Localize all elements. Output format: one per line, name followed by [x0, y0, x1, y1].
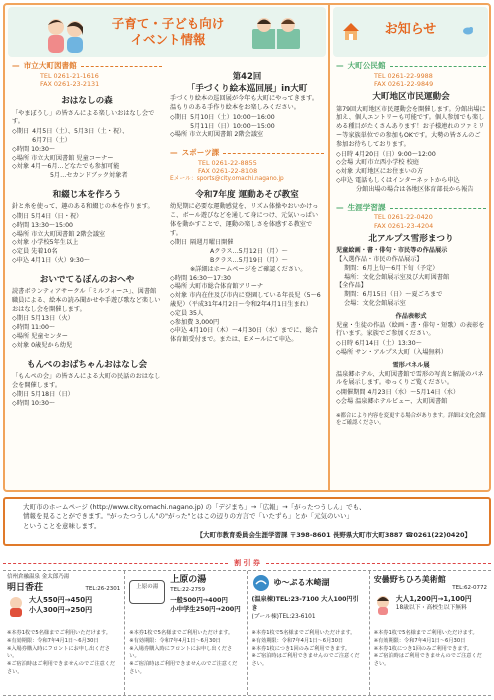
kintaro-icon	[7, 596, 25, 618]
reiwa-time: ◇時間 16:30～17:30	[170, 274, 231, 282]
coupon-price-child: 18歳以下・高校生以下無料	[395, 605, 467, 612]
divider	[223, 153, 324, 154]
reiwa-place: ◇場所 大町市総合体育館アリーナ	[170, 283, 264, 291]
panel-period: ◇開催期間 4月23日（水）～5月14日（水）	[336, 389, 460, 397]
washi-place: ◇場所 市立大町図書館 2階会議室	[12, 230, 106, 238]
date-line-1: 4月5日（土）、5月3日（土・祝）、	[32, 128, 129, 136]
coupon-tel: TEL:26-2301	[85, 585, 121, 592]
girl-illustration-icon	[374, 595, 392, 615]
award-title: 作品表彰式	[395, 312, 427, 320]
shogai-name: 生涯学習課	[347, 202, 386, 212]
teruteru-title: おいでてるぼんのおへや	[39, 274, 135, 285]
coupon-asukaso[interactable]	[3, 571, 125, 695]
undokai-apply: ◇申込 電話もしくはインターネットから申込	[336, 177, 460, 185]
header-line-2: イベント情報	[130, 31, 206, 47]
discount-label: 割 引 券	[234, 559, 260, 567]
ohanashi-time: ◇時間 10:30～	[12, 145, 56, 153]
bird-icon	[462, 25, 474, 35]
shogai-fax: FAX 0261-23-4204	[374, 221, 434, 230]
coupon-note: ※ご宿泊時はご利用できませんのでご注意ください。	[373, 653, 482, 668]
reiwa-desc: 幼児期に必要な運動感覚を、リズム体操やおいかけっこ、ボール遊びなどを通して身につけ、元気いっぱい体を動かすことで、運動の楽しさを体感する教室です。	[170, 203, 319, 237]
coupon-note: ※本券1枚で5名様までご利用いただけます。	[7, 630, 111, 636]
coupon-price-adult: 大人1,200円→1,100円	[395, 594, 472, 603]
library-section	[12, 61, 162, 409]
washi-desc: 針と糸を使って、趣のある和綴じの本を作ります。	[12, 203, 154, 211]
kominkan-title-line: — 大町公民館	[336, 61, 486, 72]
undokai-date: ◇日時 4月20日（日）9:00～12:00	[336, 150, 436, 158]
teruteru-desc: 読書ボランティアサークル「ミルフィーユ」、図書館職員による、絵本の読み聞かせや手遊び歌など楽しいおはなし会を開催します。	[12, 288, 161, 313]
divider	[3, 563, 228, 564]
coupon-note: ※本券1枚で5名様までご利用いただけます。	[373, 630, 478, 636]
reiwa-title: 令和7年度 運動あそび教室	[195, 190, 299, 201]
ohanashi-desc: 「やまぼうし」の皆さんによる楽しいおはなし会です。	[12, 109, 155, 126]
washi-time: ◇時間 13:30～15:00	[12, 221, 73, 229]
reiwa-class-b: Bクラス…5月19日（月）～	[210, 257, 288, 265]
coupon-note: ※ご宿泊時はご利用できませんのでご注意ください。	[251, 653, 360, 668]
washi-capacity: ◇定員 先着10名	[12, 248, 58, 256]
info-line-1: 大町市のホームページ (http://www.city.omachi.nagano.jp) の「デジまち」→「広報」→「がったつうしん」でも、	[23, 503, 366, 511]
undokai-apply-2: 分館出場の場合は各地区体育部長から報告	[356, 185, 474, 193]
coupon-note: ※有効期限：令和7年4月1日～6月30日	[251, 637, 344, 644]
coupon-tel: (プール棟)TEL:23-6101	[251, 614, 316, 621]
undokai-desc: 第79回大町地区市民運動会を開催します。分館出場に加え、個人エントリーも可能です。個人参加でも楽しめる種目がたくさんあります！お子様連れのファミリー等家族単位での参加もOKです。大勢の皆さんのご参加お待ちしております。	[336, 105, 486, 148]
coupon-name: 明日香荘	[7, 582, 44, 593]
coupon-uehara[interactable]	[125, 571, 247, 695]
reading-children-illustration	[248, 15, 304, 53]
washi-date: ◇期日 5月4日（日・祝）	[12, 213, 83, 221]
notices-header	[333, 7, 488, 57]
panel-place: ◇会場 温泉郷ホテルビュー、大町図書館	[336, 398, 448, 405]
coupon-price-child: 小人300円→250円	[29, 606, 93, 615]
date-key: ◇期日	[170, 239, 188, 247]
washi-title: 和綴じ本を作ろう	[52, 190, 122, 201]
ohanashi-title: おはなしの森	[61, 96, 113, 107]
logo-text: 上原の湯	[136, 584, 159, 590]
shogai-tel: TEL 0261-22-0420	[374, 213, 433, 222]
monpe-date: ◇期日 5月18日（日）	[12, 391, 74, 399]
date-value: 隔週月曜日開催	[190, 239, 234, 247]
date-key: ◇期日	[12, 128, 30, 136]
coupon-note: ※本券1枚につき1回のみご利用できます。	[373, 645, 473, 652]
coupon-price-child: 小中学生250円→200円	[170, 605, 241, 614]
tedukuri-desc: 手づくり絵本の巡回展が今年も大町にやってきます。温もりのある手作り絵本をお楽しみください。	[170, 95, 319, 111]
coupon-yupuru[interactable]	[248, 571, 370, 695]
kominkan-section	[336, 61, 486, 428]
coupon-name: ゆ〜ぷる木崎湖	[273, 578, 330, 588]
website-info-box	[3, 497, 491, 546]
divider	[81, 66, 162, 67]
works-place-1: 場所：文化会館展示室及び大町図書館	[344, 273, 450, 281]
kominkan-tel: TEL 0261-22-9988	[374, 71, 433, 80]
ohanashi-place: ◇場所 市立大町図書館 児童コーナー	[12, 154, 114, 162]
coupon-note: ※有効期限：令和7年4月1日～6月30日	[129, 637, 221, 644]
coupon-note: ※本券1枚で5名様までご利用いただけます。	[251, 630, 356, 636]
teruteru-target: ◇対象 0歳児から幼児	[12, 341, 73, 349]
coupon-price: (温泉棟)TEL:23-7100 大人100円引き	[251, 596, 359, 612]
coupon-name: 安曇野ちひろ美術館	[373, 575, 446, 584]
washi-apply: ◇申込 4月1日（火）9:30～	[12, 257, 90, 264]
notices-header-title: お知らせ	[384, 22, 437, 37]
works-place-2: 会場：文化会館展示室	[344, 300, 406, 308]
date-key: ◇期日	[170, 113, 188, 121]
undokai-target: ◇対象 大町地区にお住まいの方	[336, 168, 424, 176]
header-line-1: 子育て・子ども向け	[111, 16, 225, 31]
kominkan-fax: FAX 0261-22-9849	[374, 80, 434, 89]
monpe-desc: 「もんぺの会」の皆さんによる大町の民話のおはなし会を開催します。	[12, 372, 161, 389]
publisher-line: 【大町市教育委員会生涯学習課 〒398-8601 長野県大町市大町3887 ☎0261(22)0420】	[196, 531, 471, 540]
ohanashi-target-2: 5月…セカンドブック対象者	[50, 172, 128, 180]
events-header-title	[98, 16, 238, 47]
works-period-1: 期間：6月上旬～6月下旬（予定）	[344, 264, 439, 272]
notices-column	[333, 7, 488, 490]
events-column	[8, 7, 326, 490]
coupon-price-adult: 一般500円→400円	[170, 596, 228, 605]
coupon-note: ※ご宿泊時はご利用できませんのでご注意ください。	[7, 661, 116, 675]
coupon-note: ※有効期限：令和7年4月1日～6月30日	[7, 637, 99, 644]
reiwa-date	[170, 239, 324, 248]
washi-target: ◇対象 小学校5年生以上	[12, 239, 79, 247]
sports-title-line: — スポーツ課	[170, 148, 324, 159]
sports-tel: TEL 0261-22-8855	[198, 158, 257, 167]
coupon-subtitle: 信州倉融温泉 金太郎乃湯	[7, 574, 70, 580]
monpe-title: もんぺのおばちゃんおはなし会	[26, 359, 148, 370]
panel-title: 雪形パネル展	[392, 361, 430, 369]
teruteru-date: ◇期日 5月13日（火）	[12, 315, 74, 323]
library-title-line: — 市立大町図書館	[12, 61, 162, 72]
reiwa-apply: ◇申込 4月10日（木）～4月30日（水）までに、総合体育館受付まで。または、Eメールにて申込。	[170, 327, 318, 344]
library-fax: FAX 0261-23-2131	[40, 80, 100, 89]
sports-section-name: スポーツ課	[181, 148, 220, 158]
kominkan-name: 大町公民館	[347, 61, 386, 70]
info-line-3: ということを意味します。	[23, 521, 101, 530]
tedukuri-date	[170, 114, 324, 132]
sports-fax: FAX 0261-22-8108	[198, 167, 258, 176]
coupon-tel: TEL:22-2759	[170, 586, 205, 593]
sports-email[interactable]: Eメール：sports@city.omachi.nagano.jp	[170, 175, 284, 182]
reiwa-class-a: Aクラス…5月12日（月）～	[210, 248, 288, 256]
works-selected-label: 【入選作品・市民の作品展示】	[336, 256, 423, 264]
coupon-strip	[3, 570, 491, 696]
coupon-note: ※入場券購入時にフロントにお申し出ください。	[129, 645, 233, 660]
uehara-logo	[129, 580, 165, 604]
shogai-title-line: — 生涯学習課	[336, 203, 486, 214]
coupon-name: 上原の湯	[170, 575, 207, 585]
children-illustration	[42, 13, 90, 55]
panel-desc: 温泉郷ホテル、大町図書館で雪形の写真と解説のパネルを展示します。ゆっくりご覧ください。	[336, 370, 484, 387]
divider	[266, 563, 491, 564]
yukigata-title: 北アルプス雪形まつり	[368, 234, 454, 245]
award-date: ◇日時 6月14日（土）13:30～	[336, 340, 422, 348]
ohanashi-date	[12, 128, 162, 146]
coupon-note: ※有効期限：令和7年4月1日～6月30日	[373, 637, 466, 644]
undokai-title: 大町地区市民運動会	[372, 92, 450, 103]
tedukuri-title: 「手づくり絵本巡回展」in大町	[186, 83, 308, 94]
coupon-chihiro[interactable]	[370, 571, 491, 695]
works-period-2: 期間：6月15日（日）～夏ごろまで	[344, 291, 443, 299]
info-line-2: 情報を見ることができます。"がったつうしん"の"がった"とはこの辺りの方言で「いたずら」とか「元気のいい」	[23, 512, 353, 521]
date-line-2: 6月7日（土）	[32, 137, 71, 145]
left-sub-column-b	[170, 71, 324, 345]
tedukuri-edition: 第42回	[232, 71, 262, 81]
works-title: 児童絵画・書・俳句・市民等の作品展示	[336, 247, 448, 255]
coupon-note: ※本券1枚で5名様までご利用いただけます。	[129, 630, 234, 636]
undokai-place: ◇会場 大町市立西小学校 校庭	[336, 159, 419, 167]
award-place: ◇場所 サン・アルプス大町（入場無料）	[336, 349, 448, 357]
divider	[390, 66, 486, 67]
coupon-note: ※入場券購入時にフロントにお申し出ください。	[7, 645, 110, 660]
footnote: ※都合により内容を変更する場合があります。詳細は文化会館をご確認ください。	[336, 412, 486, 427]
library-name: 市立大町図書館	[23, 61, 77, 70]
reiwa-capacity: ◇定員 35人	[170, 309, 204, 317]
date-line-1: 5月10日（土）10:00～16:00	[190, 113, 275, 121]
yupuru-logo-icon	[252, 574, 270, 592]
ohanashi-target: ◇対象 4月～6月…どなたでも参加可能	[12, 163, 120, 171]
coupon-note: ※本券1枚につき1回のみご利用できます。	[251, 645, 351, 652]
monpe-time: ◇時間 10:30～	[12, 400, 56, 408]
date-line-2: 5月11日（日）10:00～15:00	[190, 122, 275, 130]
coupon-price-adult: 大人550円→450円	[29, 596, 93, 605]
teruteru-time: ◇時間 11:00～	[12, 324, 56, 332]
tedukuri-place: ◇場所 市立大町図書館 2階会議室	[170, 131, 264, 139]
reiwa-target: ◇対象 市内在住及び市内に登園している年長児（5～6歳児）（平成31年4月2日～令和2年4月1日生まれ）	[170, 292, 321, 309]
award-desc: 児童・生徒の作品（絵画・書・俳句・短歌）の表彰を行います。家族でご参加ください。	[336, 321, 485, 338]
events-header	[8, 7, 326, 57]
discount-divider	[3, 558, 491, 568]
works-all-label: 【全作品】	[336, 282, 367, 290]
coupon-note: ※ご宿泊時はご利用できませんのでご注意ください。	[129, 661, 238, 675]
column-divider	[328, 3, 330, 492]
coupon-tel: TEL:62-0772	[452, 585, 487, 592]
reiwa-fee: ◇参加費 3,000円	[170, 318, 220, 326]
reiwa-note: ※詳細はホームページをご確認ください。	[190, 265, 307, 273]
teruteru-place: ◇場所 児童センター	[12, 332, 68, 340]
divider	[390, 208, 486, 209]
library-tel: TEL 0261-21-1616	[40, 71, 99, 80]
